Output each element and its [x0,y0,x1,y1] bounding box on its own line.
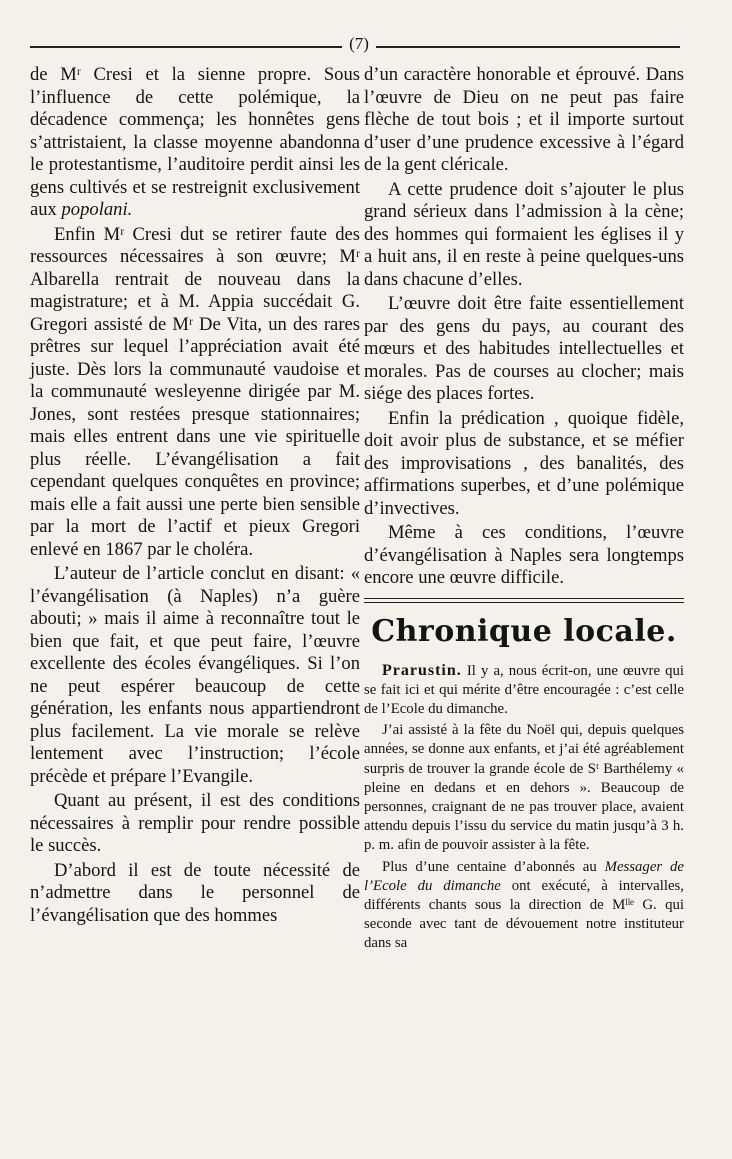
section-divider-bottom [364,602,684,603]
page-number: (7) [349,34,369,53]
right-paragraph-2: A cette prudence doit s’ajouter le plus grand sérieux dans l’admission à la cène; des hommes qui formaient les églises il y a huit ans, il en reste à peine quelques-uns dans chacune d’elles. [364,178,684,290]
left-paragraph-5: D’abord il est de toute nécessité de n’admettre dans le personnel de l’évangélisation que des hommes [30,859,360,926]
section-divider-top [364,598,684,599]
left-column [30,64,360,927]
chronicle-paragraph-1-text: Il y a, nous écrit-on, une œuvre qui se fait ici et qui mérite d’être encouragée : c’est celle de l’Ecole du dimanche. [364,662,684,717]
chronicle-paragraph-1 [364,661,684,720]
left-paragraph-3: L’auteur de l’article conclut en disant: « l’évangélisation (à Naples) n’a guère abouti; » mais il aime à reconnaître tout le bien que fait, et que peut faire, l’œuvre excellente des écoles évangéliques. Si l’on ne peut espérer beaucoup de cette génération, les enfants nous appartiendront plus facilement. La vie morale se relève lentement avec l’instruction; l’école précède et prépare l’Evangile. [30,563,360,787]
place-name: Prarustin. [382,661,462,679]
chronicle-paragraph-2: J’ai assisté à la fête du Noël qui, depuis quelques années, se donne aux enfants, et j’ai été agréablement surpris de trouver la grande école de Sᵗ Barthélemy « pleine en dedans et en dehors ». Beaucoup de personnes, craignant de ne pas trouver place, avaient attendu depuis l’issu du service du matin jusqu’à 3 h. p. m. afin de pouvoir assister à la fête. [364,722,684,854]
header-rule-left [30,46,342,48]
chronicle-paragraph-3-text-b: ont exécuté, à intervalles, différents chants sous la direction de Mˡˡᵉ G. qui seconde avec tant de dévouement notre instituteur dans sa [364,877,684,952]
right-paragraph-3: L’œuvre doit être faite essentiellement par des gens du pays, au courant des mœurs et des habitudes intellectuelles et morales. Pas de courses au clocher; mais siége des places fortes. [364,293,684,404]
right-paragraph-4: Enfin la prédication , quoique fidèle, doit avoir plus de substance, et se méfier des improvisations , des banalités, des affirmations superbes, et d’une polémique d’invectives. [364,407,684,519]
left-paragraph-1 [30,64,360,222]
chronicle-paragraph-3-text-a: Plus d’une centaine d’abonnés au [382,858,605,875]
header-rule-right [376,46,680,48]
right-paragraph-5: Même à ces conditions, l’œuvre d’évangélisation à Naples sera longtemps encore une œuvre difficile. [364,522,684,588]
right-column [364,64,684,954]
popolani-italic: popolani. [61,199,133,220]
left-paragraph-4: Quant au présent, il est des conditions nécessaires à remplir pour rendre possible le succès. [30,790,360,856]
right-paragraph-1: d’un caractère honorable et éprouvé. Dans l’œuvre de Dieu on ne peut pas faire flèche de tout bois ; et il importe surtout d’user d’une prudence excessive à l’égard de la gent cléricale. [364,64,684,175]
left-paragraph-1-text: de Mʳ Cresi et la sienne propre. Sous l’influence de cette polémique, la décadence commença; les honnêtes gens s’attristaient, la classe moyenne abandonna le protestantisme, l’auditoire perdit ainsi les gens cultivés et se restreignit exclusivement aux [30,64,360,220]
messager-title-italic: Messager de l’Ecole du dimanche [364,858,684,894]
chronicle-heading: Chronique locale. [371,613,677,649]
chronicle-paragraph-3 [364,858,684,954]
left-paragraph-2: Enfin Mʳ Cresi dut se retirer faute des ressources nécessaires à son œuvre; Mʳ Albarella rentrait de nouveau dans la magistrature; et à M. Appia succédait G. Gregori assisté de Mʳ De Vita, un des rares prêtres sur lequel l’appréciation avait été juste. Dès lors la communauté vaudoise et la communauté wesleyenne dirigée par M. Jones, sont restées presque stationnaires; mais elles entrent dans une vie spirituelle plus réelle. L’évangélisation a fait cependant quelques conquêtes en province; mais elle a fait aussi une perte bien sensible par la mort de l’actif et pieux Gregori enlevé en 1867 par le choléra. [30,223,360,560]
